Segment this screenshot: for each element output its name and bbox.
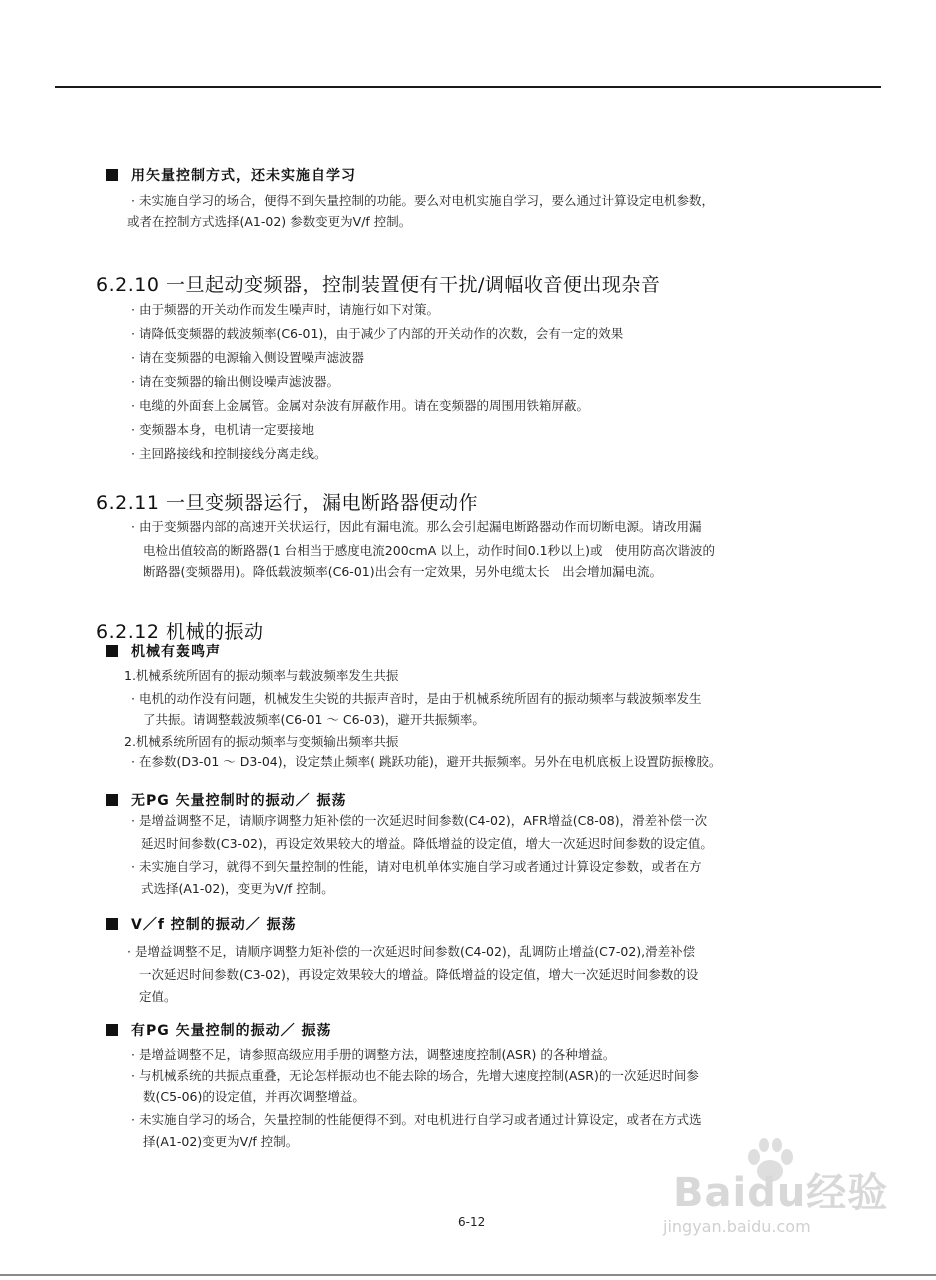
text-line: 数(C5-06)的设定值，并再次调整增益。	[143, 1089, 365, 1104]
text-line: · 是增益调整不足，请参照高级应用手册的调整方法，调整速度控制(ASR) 的各种增益。	[131, 1047, 616, 1062]
text-line: · 未实施自学习的场合，矢量控制的性能便得不到。对电机进行自学习或者通过计算设定，或者在方式选	[131, 1112, 702, 1127]
text-line: · 请在变频器的电源输入侧设置噪声滤波器	[131, 350, 364, 365]
text-line: 了共振。请调整载波频率(C6-01 ～ C6-03)，避开共振频率。	[143, 712, 485, 727]
text-line: · 主回路接线和控制接线分离走线。	[131, 446, 327, 461]
page-number: 6-12	[458, 1215, 486, 1229]
text-line: · 是增益调整不足，请顺序调整力矩补偿的一次延迟时间参数(C4-02)，乱调防止增益(C7-02),滑差补偿	[127, 944, 696, 959]
text-line: 1.机械系统所固有的振动频率与载波频率发生共振	[124, 668, 399, 683]
text-line: 断路器(变频器用)。降低载波频率(C6-01)出会有一定效果，另外电缆太长 出会增加漏电流。	[143, 564, 663, 579]
subheading-mech-noise: 机械有轰鸣声	[131, 644, 221, 660]
square-bullet-icon	[106, 1024, 118, 1036]
subheading-autotune: 用矢量控制方式，还未实施自学习	[131, 168, 356, 184]
subheading-vf: V／f 控制的振动／ 振荡	[131, 917, 297, 933]
text-line: · 未实施自学习，就得不到矢量控制的性能，请对电机单体实施自学习或者通过计算设定参数，或者在方	[131, 859, 702, 874]
section-title-6-2-11: 6.2.11 一旦变频器运行，漏电断路器便动作	[96, 492, 478, 514]
text-line: · 请降低变频器的载波频率(C6-01)，由于减少了内部的开关动作的次数，会有一定的效果	[131, 326, 624, 341]
subheading-with-pg: 有PG 矢量控制的振动／ 振荡	[131, 1023, 332, 1039]
text-line: · 是增益调整不足，请顺序调整力矩补偿的一次延迟时间参数(C4-02)，AFR增益(C8-08)，滑差补偿一次	[131, 813, 708, 828]
text-line: · 由于变频器内部的高速开关状运行，因此有漏电流。那么会引起漏电断路器动作而切断电源。请改用漏	[131, 519, 702, 534]
footer-rule	[0, 1274, 936, 1276]
watermark	[655, 1135, 915, 1265]
text-line: · 电机的动作没有问题，机械发生尖锐的共振声音时，是由于机械系统所固有的振动频率与载波频率发生	[131, 691, 702, 706]
text-line: 电检出值较高的断路器(1 台相当于感度电流200cmA 以上，动作时间0.1秒以上)或 使用防高次谐波的	[143, 543, 715, 558]
subheading-no-pg: 无PG 矢量控制时的振动／ 振荡	[131, 793, 347, 809]
watermark-url: jingyan.baidu.com	[663, 1217, 811, 1236]
square-bullet-icon	[106, 645, 118, 657]
text-line: 一次延迟时间参数(C3-02)，再设定效果较大的增益。降低增益的设定值，增大一次延迟时间参数的设	[139, 967, 699, 982]
text-line: 式选择(A1-02)，变更为V/f 控制。	[141, 881, 334, 896]
section-title-6-2-10: 6.2.10 一旦起动变频器，控制装置便有干扰/调幅收音便出现杂音	[96, 274, 661, 296]
text-line: · 未实施自学习的场合，便得不到矢量控制的功能。要么对电机实施自学习，要么通过计算设定电机参数，	[131, 193, 714, 208]
section-title-6-2-12: 6.2.12 机械的振动	[96, 621, 264, 643]
watermark-logo: Baidu经验	[673, 1170, 889, 1216]
text-line: 延迟时间参数(C3-02)，再设定效果较大的增益。降低增益的设定值，增大一次延迟时间参数的设定值。	[141, 836, 713, 851]
text-line: · 与机械系统的共振点重叠，无论怎样振动也不能去除的场合，先增大速度控制(ASR)的一次延迟时间参	[131, 1068, 699, 1083]
text-line: · 电缆的外面套上金属管。金属对杂波有屏蔽作用。请在变频器的周围用铁箱屏蔽。	[131, 398, 589, 413]
text-line: 或者在控制方式选择(A1-02) 参数变更为V/f 控制。	[127, 214, 412, 229]
text-line: 择(A1-02)变更为V/f 控制。	[143, 1134, 299, 1149]
header-rule	[55, 86, 881, 88]
text-line: 定值。	[139, 989, 177, 1004]
text-line: 2.机械系统所固有的振动频率与变频输出频率共振	[124, 734, 399, 749]
square-bullet-icon	[106, 918, 118, 930]
text-line: · 在参数(D3-01 ～ D3-04)，设定禁止频率( 跳跃功能)，避开共振频率。另外在电机底板上设置防振橡胶。	[131, 754, 722, 769]
square-bullet-icon	[106, 794, 118, 806]
square-bullet-icon	[106, 169, 118, 181]
text-line: · 请在变频器的输出侧设噪声滤波器。	[131, 374, 339, 389]
text-line: · 变频器本身，电机请一定要接地	[131, 422, 314, 437]
text-line: · 由于频器的开关动作而发生噪声时，请施行如下对策。	[131, 302, 439, 317]
